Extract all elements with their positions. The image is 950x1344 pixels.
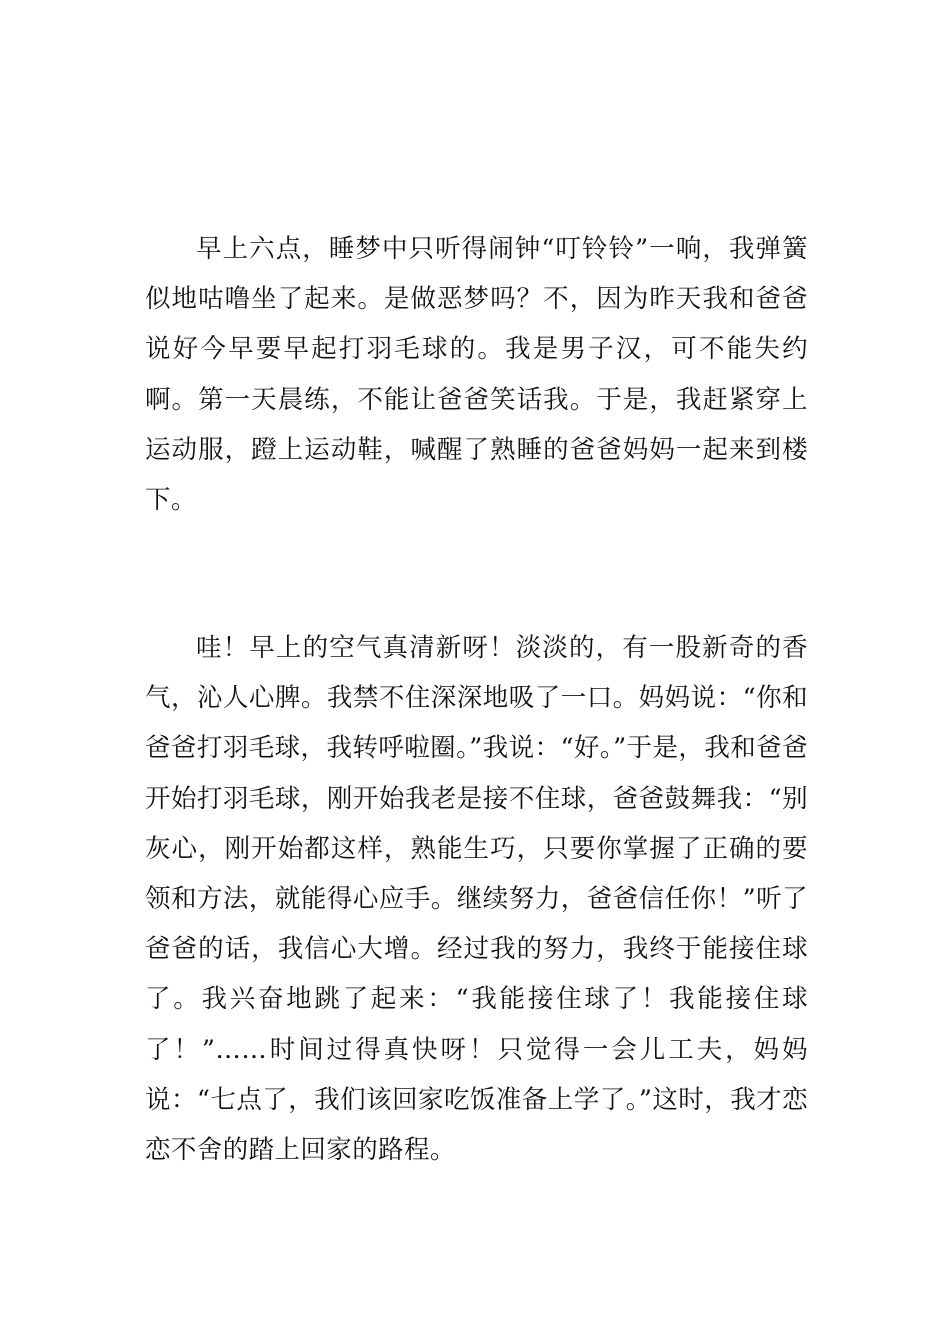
paragraph-morning-wakeup: 早上六点，睡梦中只听得闹钟“叮铃铃”一响，我弹簧似地咕噜坐了起来。是做恶梦吗？不，因为昨天我和爸爸说好今早要早起打羽毛球的。我是男子汉，可不能失约啊。第一天晨练，不能让爸爸笑话我。于是，我赶紧穿上运动服，蹬上运动鞋，喊醒了熟睡的爸爸妈妈一起来到楼下。 <box>145 234 808 516</box>
paragraph-badminton-practice: 哇！早上的空气真清新呀！淡淡的，有一股新奇的香气，沁人心脾。我禁不住深深地吸了一口。妈妈说：“你和爸爸打羽毛球，我转呼啦圈。”我说：“好。”于是，我和爸爸开始打羽毛球，刚开始我老是接不住球，爸爸鼓舞我：“别灰心，刚开始都这样，熟能生巧，只要你掌握了正确的要领和方法，就能得心应手。继续努力，爸爸信任你！”听了爸爸的话，我信心大增。经过我的努力，我终于能接住球了。我兴奋地跳了起来：“我能接住球了！我能接住球了！”……时间过得真快呀！只觉得一会儿工夫，妈妈说：“七点了，我们该回家吃饭准备上学了。”这时，我才恋恋不舍的踏上回家的路程。 <box>145 633 808 1166</box>
